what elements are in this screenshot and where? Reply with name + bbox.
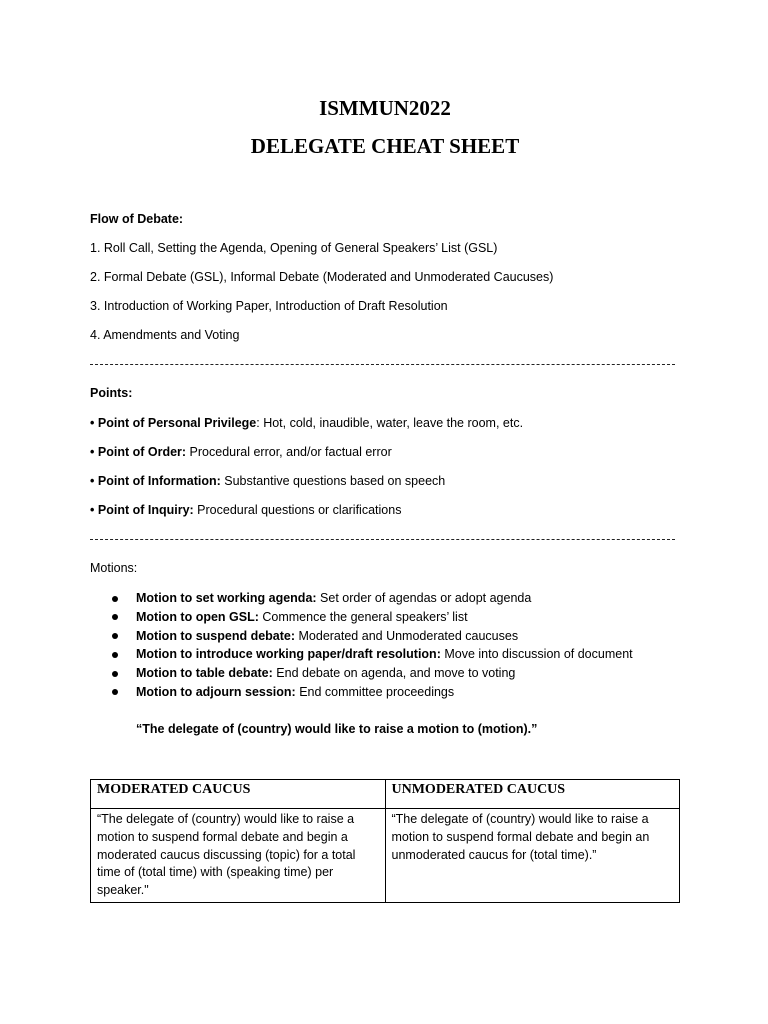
point-desc: Procedural error, and/or factual error <box>186 445 392 459</box>
bullet: • <box>90 503 95 517</box>
bullet-icon <box>112 671 118 677</box>
flow-heading: Flow of Debate: <box>90 212 184 226</box>
motion-term: Motion to suspend debate: <box>136 628 296 643</box>
moderated-caucus-text <box>91 809 386 903</box>
motion-item <box>90 589 680 608</box>
points-heading: Points: <box>90 386 133 400</box>
table-header-row <box>91 780 680 809</box>
flow-item: 4. Amendments and Voting <box>90 328 240 342</box>
bullet-icon <box>112 652 118 658</box>
motion-term: Motion to open GSL: <box>136 609 259 624</box>
text-line: motion to suspend formal debate and begin an <box>391 829 650 844</box>
motion-quote: “The delegate of (country) would like to raise a motion to (motion).” <box>136 722 538 736</box>
motion-item <box>90 627 680 646</box>
motion-item <box>90 683 680 702</box>
page-subtitle: DELEGATE CHEAT SHEET <box>250 134 520 158</box>
text-line: unmoderated caucus for (total time).” <box>391 847 597 862</box>
motion-desc: Move into discussion of document <box>440 647 633 662</box>
motion-term: Motion to table debate: <box>136 666 273 681</box>
point-item <box>90 444 392 460</box>
bullet: • <box>90 445 95 459</box>
motion-desc: End committee proceedings <box>295 684 455 699</box>
point-item <box>90 473 445 489</box>
unmoderated-caucus-text <box>385 809 680 903</box>
motion-term: Motion to adjourn session: <box>136 684 296 699</box>
point-term: Point of Information: <box>97 474 221 488</box>
text-line: “The delegate of (country) would like to raise a <box>391 812 649 826</box>
motion-item <box>90 645 680 664</box>
motion-term: Motion to set working agenda: <box>136 591 317 605</box>
bullet-icon <box>112 596 118 602</box>
page-title: ISMMUN2022 <box>319 96 451 120</box>
point-desc: : Hot, cold, inaudible, water, leave the room, etc. <box>256 416 524 430</box>
flow-item: 3. Introduction of Working Paper, Introduction of Draft Resolution <box>90 299 448 313</box>
bullet-icon <box>112 633 118 639</box>
moderated-caucus-header: MODERATED CAUCUS <box>91 780 386 809</box>
motions-heading: Motions: <box>90 561 138 575</box>
unmoderated-caucus-header: UNMODERATED CAUCUS <box>385 780 680 809</box>
text-line: “The delegate of (country) would like to raise a <box>97 812 355 826</box>
point-item <box>90 415 523 431</box>
point-term: Point of Inquiry: <box>97 503 194 517</box>
point-term: Point of Personal Privilege <box>97 416 257 430</box>
point-term: Point of Order: <box>97 445 187 459</box>
bullet-icon <box>112 614 118 620</box>
motion-desc: Moderated and Unmoderated caucuses <box>295 628 519 643</box>
motion-desc: Commence the general speakers’ list <box>258 609 468 624</box>
text-line: motion to suspend formal debate and begin a <box>97 829 348 844</box>
text-line: speaker." <box>97 883 149 898</box>
text-line: time of (total time) with (speaking time) per <box>97 865 334 880</box>
bullet: • <box>90 474 95 488</box>
text-line: moderated caucus discussing (topic) for a total <box>97 847 356 862</box>
bullet: • <box>90 416 95 430</box>
flow-item: 1. Roll Call, Setting the Agenda, Opening of General Speakers’ List (GSL) <box>90 241 498 255</box>
flow-item: 2. Formal Debate (GSL), Informal Debate (Moderated and Unmoderated Caucuses) <box>90 270 554 284</box>
caucus-table <box>90 779 680 903</box>
point-desc: Substantive questions based on speech <box>220 474 446 488</box>
motion-term: Motion to introduce working paper/draft resolution: <box>136 647 441 662</box>
motion-item <box>90 664 680 683</box>
point-item <box>90 502 401 518</box>
table-row <box>91 809 680 903</box>
motion-item <box>90 608 680 627</box>
motion-desc: End debate on agenda, and move to voting <box>272 666 516 681</box>
point-desc: Procedural questions or clarifications <box>193 503 402 517</box>
motion-desc: Set order of agendas or adopt agenda <box>316 591 532 605</box>
bullet-icon <box>112 689 118 695</box>
motions-list <box>90 589 680 702</box>
section-divider <box>90 364 675 365</box>
section-divider <box>90 539 675 540</box>
